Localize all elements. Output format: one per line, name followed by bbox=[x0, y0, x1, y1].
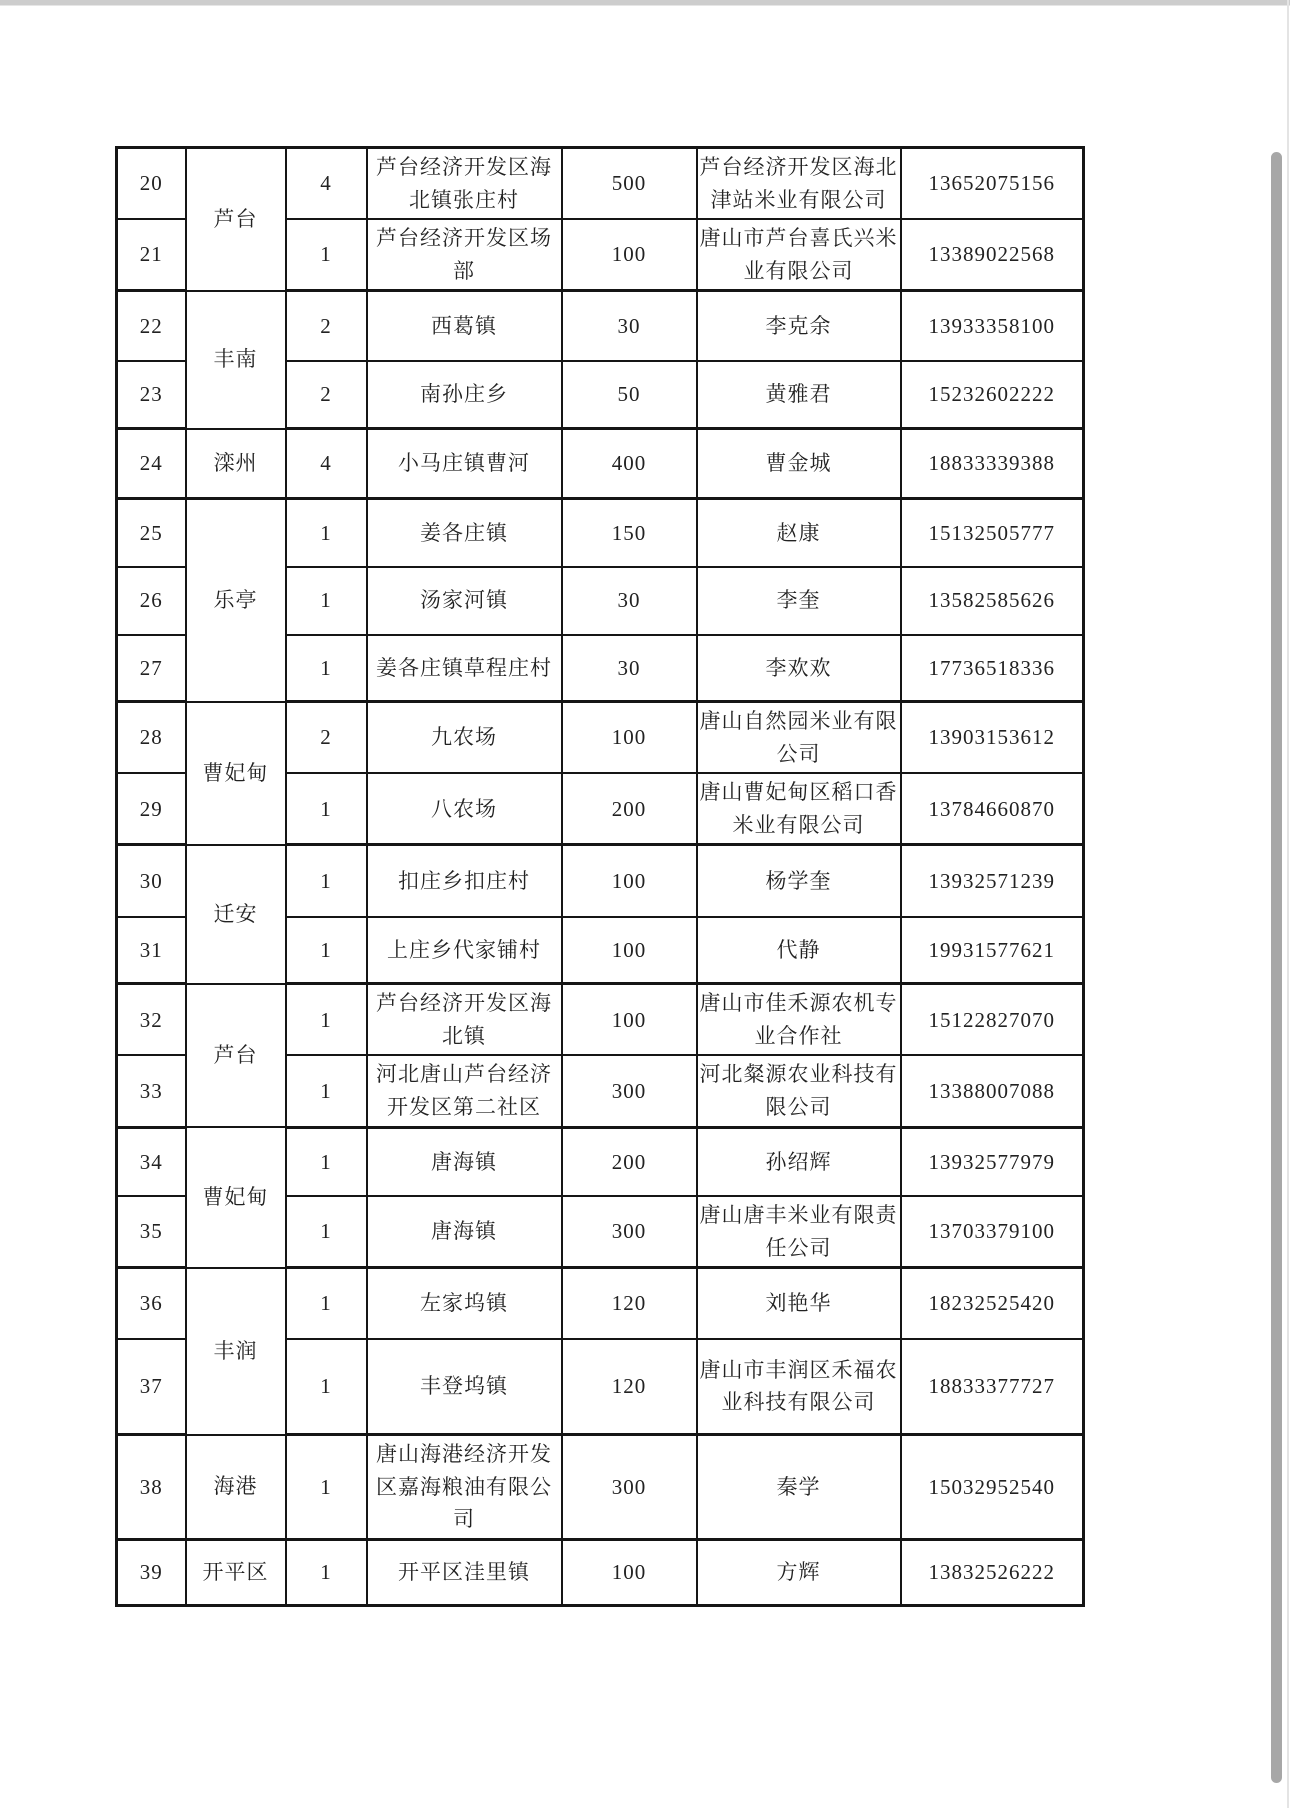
quantity-cell: 100 bbox=[562, 219, 697, 291]
phone-cell: 13652075156 bbox=[901, 148, 1084, 220]
district-cell: 乐亭 bbox=[186, 499, 286, 702]
row-number-cell: 22 bbox=[117, 291, 186, 361]
location-cell: 八农场 bbox=[367, 773, 562, 845]
location-cell: 扣庄乡扣庄村 bbox=[367, 845, 562, 917]
table-row bbox=[117, 291, 1084, 361]
contact-cell: 唐山唐丰米业有限责任公司 bbox=[697, 1196, 901, 1268]
district-cell: 滦州 bbox=[186, 429, 286, 499]
row-number-cell: 27 bbox=[117, 635, 186, 702]
contact-cell: 孙绍辉 bbox=[697, 1127, 901, 1196]
phone-cell: 13703379100 bbox=[901, 1196, 1084, 1268]
count-cell: 1 bbox=[286, 1435, 367, 1540]
contact-cell: 黄雅君 bbox=[697, 361, 901, 429]
phone-cell: 13933358100 bbox=[901, 291, 1084, 361]
table-row bbox=[117, 429, 1084, 499]
count-cell: 2 bbox=[286, 361, 367, 429]
row-number-cell: 28 bbox=[117, 702, 186, 774]
table-row bbox=[117, 984, 1084, 1056]
rice-subsidy-table bbox=[115, 146, 1085, 1607]
count-cell: 1 bbox=[286, 773, 367, 845]
phone-cell: 13389022568 bbox=[901, 219, 1084, 291]
contact-cell: 唐山自然园米业有限公司 bbox=[697, 702, 901, 774]
district-cell: 开平区 bbox=[186, 1539, 286, 1605]
quantity-cell: 120 bbox=[562, 1268, 697, 1339]
phone-cell: 15132505777 bbox=[901, 499, 1084, 567]
count-cell: 2 bbox=[286, 291, 367, 361]
phone-cell: 15232602222 bbox=[901, 361, 1084, 429]
quantity-cell: 300 bbox=[562, 1055, 697, 1127]
location-cell: 小马庄镇曹河 bbox=[367, 429, 562, 499]
count-cell: 1 bbox=[286, 567, 367, 635]
table-body bbox=[117, 148, 1084, 1606]
phone-cell: 13388007088 bbox=[901, 1055, 1084, 1127]
quantity-cell: 100 bbox=[562, 1539, 697, 1605]
contact-cell: 李欢欢 bbox=[697, 635, 901, 702]
location-cell: 西葛镇 bbox=[367, 291, 562, 361]
district-cell: 丰南 bbox=[186, 291, 286, 429]
scrollbar-thumb[interactable] bbox=[1271, 152, 1282, 1783]
count-cell: 1 bbox=[286, 499, 367, 567]
count-cell: 1 bbox=[286, 1127, 367, 1196]
count-cell: 4 bbox=[286, 148, 367, 220]
count-cell: 1 bbox=[286, 1268, 367, 1339]
quantity-cell: 200 bbox=[562, 773, 697, 845]
contact-cell: 方辉 bbox=[697, 1539, 901, 1605]
count-cell: 1 bbox=[286, 845, 367, 917]
district-cell: 丰润 bbox=[186, 1268, 286, 1435]
location-cell: 姜各庄镇草程庄村 bbox=[367, 635, 562, 702]
phone-cell: 18232525420 bbox=[901, 1268, 1084, 1339]
district-cell: 芦台 bbox=[186, 984, 286, 1127]
district-cell: 曹妃甸 bbox=[186, 1127, 286, 1268]
row-number-cell: 23 bbox=[117, 361, 186, 429]
row-number-cell: 26 bbox=[117, 567, 186, 635]
contact-cell: 秦学 bbox=[697, 1435, 901, 1540]
location-cell: 唐山海港经济开发区嘉海粮油有限公司 bbox=[367, 1435, 562, 1540]
row-number-cell: 37 bbox=[117, 1339, 186, 1435]
district-cell: 曹妃甸 bbox=[186, 702, 286, 845]
count-cell: 1 bbox=[286, 984, 367, 1056]
quantity-cell: 100 bbox=[562, 917, 697, 984]
count-cell: 4 bbox=[286, 429, 367, 499]
quantity-cell: 100 bbox=[562, 702, 697, 774]
phone-cell: 13832526222 bbox=[901, 1539, 1084, 1605]
location-cell: 丰登坞镇 bbox=[367, 1339, 562, 1435]
district-cell: 迁安 bbox=[186, 845, 286, 984]
count-cell: 1 bbox=[286, 917, 367, 984]
phone-cell: 13932571239 bbox=[901, 845, 1084, 917]
location-cell: 芦台经济开发区场部 bbox=[367, 219, 562, 291]
row-number-cell: 36 bbox=[117, 1268, 186, 1339]
location-cell: 芦台经济开发区海北镇 bbox=[367, 984, 562, 1056]
contact-cell: 唐山市丰润区禾福农业科技有限公司 bbox=[697, 1339, 901, 1435]
phone-cell: 19931577621 bbox=[901, 917, 1084, 984]
count-cell: 1 bbox=[286, 1539, 367, 1605]
location-cell: 汤家河镇 bbox=[367, 567, 562, 635]
location-cell: 姜各庄镇 bbox=[367, 499, 562, 567]
phone-cell: 13903153612 bbox=[901, 702, 1084, 774]
count-cell: 1 bbox=[286, 1196, 367, 1268]
row-number-cell: 32 bbox=[117, 984, 186, 1056]
row-number-cell: 29 bbox=[117, 773, 186, 845]
location-cell: 上庄乡代家铺村 bbox=[367, 917, 562, 984]
top-edge-bar bbox=[0, 0, 1290, 6]
count-cell: 1 bbox=[286, 219, 367, 291]
row-number-cell: 38 bbox=[117, 1435, 186, 1540]
row-number-cell: 24 bbox=[117, 429, 186, 499]
row-number-cell: 31 bbox=[117, 917, 186, 984]
quantity-cell: 150 bbox=[562, 499, 697, 567]
quantity-cell: 300 bbox=[562, 1196, 697, 1268]
location-cell: 左家坞镇 bbox=[367, 1268, 562, 1339]
location-cell: 南孙庄乡 bbox=[367, 361, 562, 429]
table-row bbox=[117, 1127, 1084, 1196]
count-cell: 2 bbox=[286, 702, 367, 774]
location-cell: 九农场 bbox=[367, 702, 562, 774]
quantity-cell: 200 bbox=[562, 1127, 697, 1196]
contact-cell: 河北粲源农业科技有限公司 bbox=[697, 1055, 901, 1127]
contact-cell: 曹金城 bbox=[697, 429, 901, 499]
district-cell: 海港 bbox=[186, 1435, 286, 1540]
phone-cell: 13932577979 bbox=[901, 1127, 1084, 1196]
scrollbar-track bbox=[1287, 0, 1289, 1808]
phone-cell: 15122827070 bbox=[901, 984, 1084, 1056]
contact-cell: 芦台经济开发区海北津站米业有限公司 bbox=[697, 148, 901, 220]
row-number-cell: 21 bbox=[117, 219, 186, 291]
quantity-cell: 400 bbox=[562, 429, 697, 499]
contact-cell: 唐山市佳禾源农机专业合作社 bbox=[697, 984, 901, 1056]
row-number-cell: 35 bbox=[117, 1196, 186, 1268]
contact-cell: 唐山市芦台喜氏兴米业有限公司 bbox=[697, 219, 901, 291]
quantity-cell: 100 bbox=[562, 845, 697, 917]
phone-cell: 15032952540 bbox=[901, 1435, 1084, 1540]
quantity-cell: 30 bbox=[562, 291, 697, 361]
contact-cell: 代静 bbox=[697, 917, 901, 984]
location-cell: 唐海镇 bbox=[367, 1127, 562, 1196]
row-number-cell: 25 bbox=[117, 499, 186, 567]
quantity-cell: 30 bbox=[562, 635, 697, 702]
contact-cell: 唐山曹妃甸区稻口香米业有限公司 bbox=[697, 773, 901, 845]
contact-cell: 杨学奎 bbox=[697, 845, 901, 917]
table-row bbox=[117, 1435, 1084, 1540]
contact-cell: 李奎 bbox=[697, 567, 901, 635]
table-row bbox=[117, 148, 1084, 220]
table-row bbox=[117, 1268, 1084, 1339]
phone-cell: 13582585626 bbox=[901, 567, 1084, 635]
quantity-cell: 50 bbox=[562, 361, 697, 429]
location-cell: 唐海镇 bbox=[367, 1196, 562, 1268]
row-number-cell: 33 bbox=[117, 1055, 186, 1127]
count-cell: 1 bbox=[286, 635, 367, 702]
quantity-cell: 30 bbox=[562, 567, 697, 635]
quantity-cell: 120 bbox=[562, 1339, 697, 1435]
contact-cell: 李克余 bbox=[697, 291, 901, 361]
phone-cell: 13784660870 bbox=[901, 773, 1084, 845]
table-row bbox=[117, 1539, 1084, 1605]
location-cell: 河北唐山芦台经济开发区第二社区 bbox=[367, 1055, 562, 1127]
phone-cell: 17736518336 bbox=[901, 635, 1084, 702]
row-number-cell: 20 bbox=[117, 148, 186, 220]
contact-cell: 刘艳华 bbox=[697, 1268, 901, 1339]
contact-cell: 赵康 bbox=[697, 499, 901, 567]
row-number-cell: 39 bbox=[117, 1539, 186, 1605]
count-cell: 1 bbox=[286, 1339, 367, 1435]
district-cell: 芦台 bbox=[186, 148, 286, 291]
table-row bbox=[117, 702, 1084, 774]
location-cell: 开平区洼里镇 bbox=[367, 1539, 562, 1605]
phone-cell: 18833339388 bbox=[901, 429, 1084, 499]
row-number-cell: 34 bbox=[117, 1127, 186, 1196]
quantity-cell: 100 bbox=[562, 984, 697, 1056]
phone-cell: 18833377727 bbox=[901, 1339, 1084, 1435]
count-cell: 1 bbox=[286, 1055, 367, 1127]
table-row bbox=[117, 499, 1084, 567]
table-row bbox=[117, 845, 1084, 917]
quantity-cell: 500 bbox=[562, 148, 697, 220]
row-number-cell: 30 bbox=[117, 845, 186, 917]
quantity-cell: 300 bbox=[562, 1435, 697, 1540]
location-cell: 芦台经济开发区海北镇张庄村 bbox=[367, 148, 562, 220]
